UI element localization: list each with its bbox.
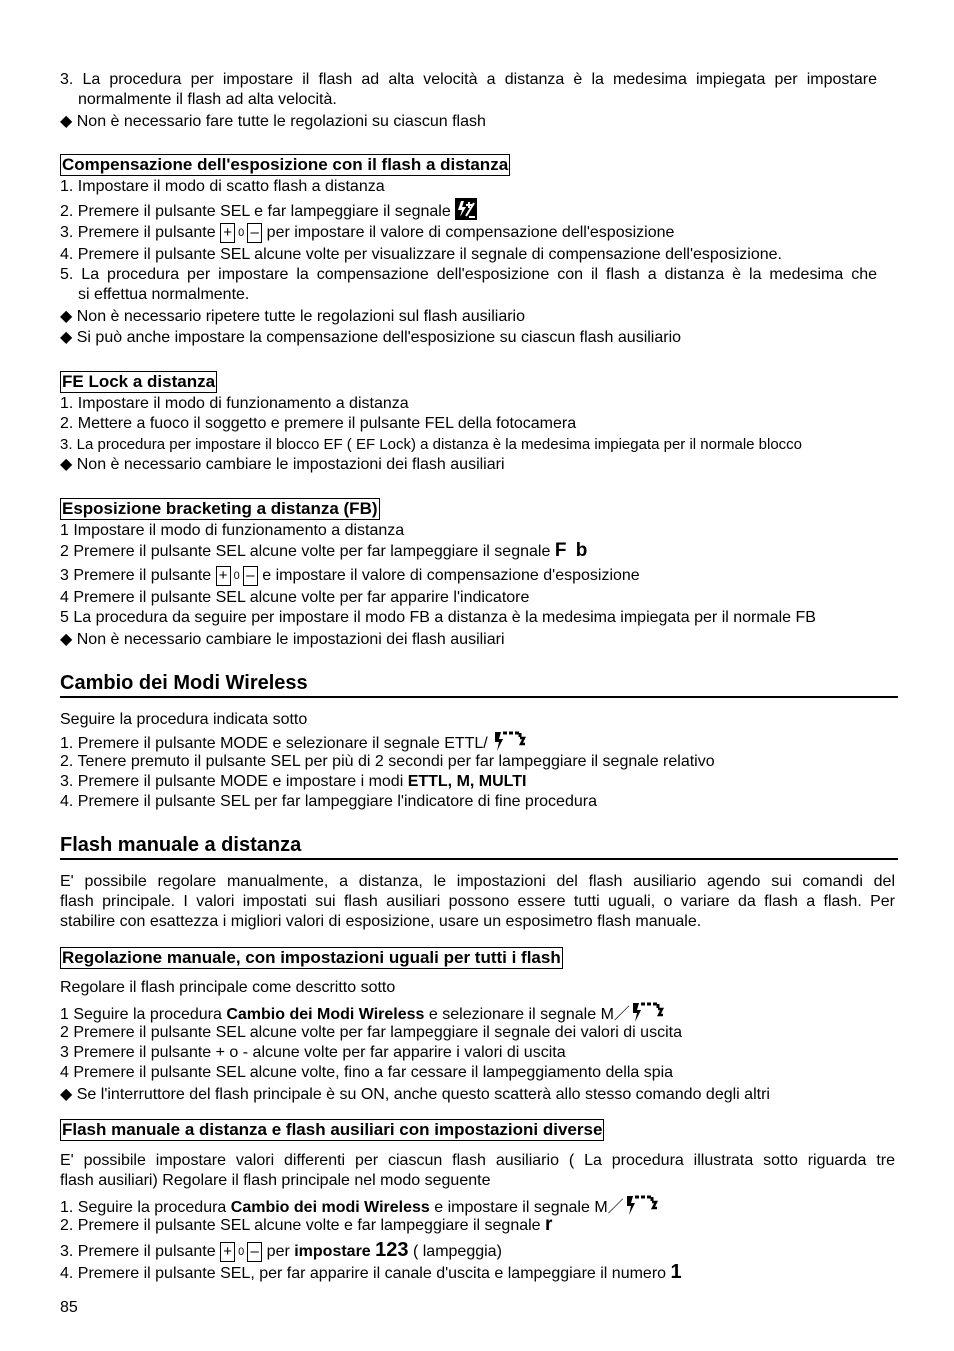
manuale-para-1: E' possibile regolare manualmente, a distanza, le impostazioni del flash ausiliario agendo sui comandi del [60,873,895,890]
diverse-para-1: E' possibile impostare valori differenti per ciascun flash ausiliario ( La procedura illustrata sotto riguarda tre [60,1152,895,1169]
fb-step-3 [60,566,640,586]
cambio-intro: Seguire la procedura indicata sotto [60,711,308,728]
zero-label: 0 [238,227,245,239]
diverse-step-4 [60,1262,682,1284]
text: 1 Seguire la procedura [60,1006,227,1024]
bold-text: Cambio dei modi Wireless [230,1199,430,1217]
uguali-step-2: 2 Premere il pulsante SEL alcune volte per far lampeggiare il segnale dei valori di uscita [60,1024,682,1041]
comp-step-1: 1. Impostare il modo di scatto flash a distanza [60,178,385,195]
text: 3. Premere il pulsante [60,1243,216,1260]
comp-step-4: 4. Premere il pulsante SEL alcune volte per visualizzare il segnale di compensazione dell'esposizione. [60,246,782,263]
fb-glyph-icon: F b [554,540,590,561]
text: 2. Premere il pulsante SEL alcune volte e far lampeggiare il segnale [60,1217,541,1234]
heading-compensazione: Compensazione dell'esposizione con il flash a distanza [62,155,509,174]
flash-exposure-compensation-icon [455,198,477,226]
1-glyph-icon: 1 [670,1261,682,1283]
text: 3 Premere il pulsante [60,567,212,585]
text: 3. Premere il pulsante MODE e impostare i modi [60,773,408,790]
fb-step-1: 1 Impostare il modo di funzionamento a distanza [60,522,405,539]
comp-step-3 [60,223,674,243]
text: e selezionare il segnale M／ [424,1006,630,1024]
heading-bracketing: Esposizione bracketing a distanza (FB) [62,499,378,518]
section-flash-manuale: Flash manuale a distanza [60,832,898,860]
zero-label: 0 [238,1245,245,1258]
fel-step-2: 2. Mettere a fuoco il soggetto e premere il pulsante FEL della fotocamera [60,415,577,432]
fb-step-5: 5 La procedura da seguire per impostare il modo FB a distanza è la medesima impiegata per il normale FB [60,609,816,626]
123-glyph-icon: 123 [375,1239,409,1261]
manuale-para-3: stabilire con esattezza i migliori valori di esposizione, usare un esposimetro flash manuale. [60,913,702,930]
minus-button-icon: – [247,223,262,243]
fel-step-1: 1. Impostare il modo di funzionamento a distanza [60,395,409,412]
uguali-note: ◆ Se l'interruttore del flash principale è su ON, anche questo scatterà allo stesso comando degli altri [60,1086,770,1103]
intro-note: ◆ Non è necessario fare tutte le regolazioni su ciascun flash [60,113,486,130]
text: 2. Premere il pulsante SEL e far lampeggiare il segnale [60,203,451,221]
comp-step-5-cont: si effettua normalmente. [78,286,250,303]
fb-step-4: 4 Premere il pulsante SEL alcune volte per far apparire l'indicatore [60,589,530,606]
comp-note-2: ◆ Si può anche impostare la compensazione dell'esposizione su ciascun flash ausiliario [60,329,682,346]
bold-text: impostare [294,1243,371,1260]
text: per impostare il valore di compensazione dell'esposizione [266,224,675,242]
text: ( lampeggia) [408,1243,502,1260]
text: e impostare il valore di compensazione d'esposizione [262,567,640,585]
text: 2 Premere il pulsante SEL alcune volte per far lampeggiare il segnale [60,543,551,560]
diverse-para-2: flash ausiliari) Regolare il flash principale nel modo seguente [60,1172,491,1189]
manuale-para-2: flash principale. I valori impostati sui flash ausiliari possono essere tutti uguali, o variare da flash a flash. Per [60,893,895,910]
uguali-intro: Regolare il flash principale come descritto sotto [60,979,396,996]
modes-text: ETTL, M, MULTI [407,773,527,790]
zero-label: 0 [233,570,240,582]
heading-fe-lock: FE Lock a distanza [62,372,216,391]
uguali-step-4: 4 Premere il pulsante SEL alcune volte, fino a far cessare il lampeggiamento della spia [60,1064,674,1081]
text: 4. Premere il pulsante SEL, per far apparire il canale d'uscita e lampeggiare il numero [60,1265,667,1282]
r-glyph-icon: r [545,1214,553,1235]
comp-note-1: ◆ Non è necessario ripetere tutte le regolazioni sul flash ausiliario [60,308,525,325]
plus-button-icon: + [220,1242,235,1262]
plus-button-icon: + [220,223,235,243]
intro-step-3-cont: normalmente il flash ad alta velocità. [78,91,337,108]
section-cambio-modi: Cambio dei Modi Wireless [60,670,898,698]
text: e impostare il segnale M／ [429,1199,624,1217]
fb-note: ◆ Non è necessario cambiare le impostazioni dei flash ausiliari [60,631,505,648]
text: 1. Premere il pulsante MODE e selezionare il segnale ETTL/ [60,735,488,753]
cambio-step-4: 4. Premere il pulsante SEL per far lampeggiare l'indicatore di fine procedura [60,793,597,810]
cambio-step-2: 2. Tenere premuto il pulsante SEL per più di 2 secondi per far lampeggiare il segnale relativo [60,753,715,770]
fel-note: ◆ Non è necessario cambiare le impostazioni dei flash ausiliari [60,456,505,473]
minus-button-icon: – [243,566,258,586]
diverse-step-3 [60,1240,502,1262]
text: 3. Premere il pulsante [60,224,216,242]
comp-step-2 [60,198,477,226]
fel-step-3: 3. La procedura per impostare il blocco EF ( EF Lock) a distanza è la medesima impiegata per il normale blocco [60,436,803,453]
text: per [262,1243,295,1260]
plus-button-icon: + [216,566,231,586]
fb-step-2 [60,541,589,562]
page-number: 85 [60,1299,78,1316]
heading-diverse: Flash manuale a distanza e flash ausiliari con impostazioni diverse [62,1120,603,1139]
bold-text: Cambio dei Modi Wireless [226,1006,425,1024]
text: 1. Seguire la procedura [60,1199,231,1217]
uguali-step-3: 3 Premere il pulsante + o - alcune volte per far apparire i valori di uscita [60,1044,566,1061]
wireless-flash-icon [624,1194,660,1222]
intro-step-3: 3. La procedura per impostare il flash ad alta velocità a distanza è la medesima impiegata per impostare [60,71,877,88]
cambio-step-3 [60,772,526,792]
diverse-step-2 [60,1215,552,1236]
minus-button-icon: – [247,1242,262,1262]
heading-uguali: Regolazione manuale, con impostazioni uguali per tutti i flash [62,948,561,967]
comp-step-5: 5. La procedura per impostare la compensazione dell'esposizione con il flash a distanza è la medesima che [60,266,877,283]
